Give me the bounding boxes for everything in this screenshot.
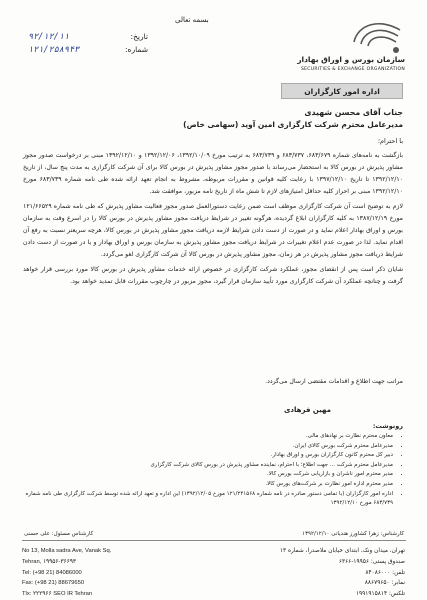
cc-label: رونوشت: [372, 422, 403, 430]
footer-en-line: Tel: (+98 21) 84086000 [22, 569, 82, 576]
cc-item: • اداره امور کارگزاران (با تمامی دستور صادره در نامه شماره ۱۲۱/۲۴۱۵۶۸ مورخ ۱۳۹۲/۱۲/۰۵) این اداره و تعهد ارائه شده توسط شرکت کارگزاری طی نامه شماره ۶۸۳/۷۳۹ مورخ ۱۳۹۲/۱۲/۱۰ [23, 490, 393, 509]
basmala: بسمه تعالی [175, 16, 209, 24]
footer-en-line: No 13, Molla sadra Ave, Vanak Sq. [22, 548, 112, 554]
body-paragraph-2: لازم به توضیح است آن شرکت کارگزاری موظف است ضمن رعایت دستورالعمل صدور مجوز فعالیت مشاور پذیرش که طی نامه شماره ۱۲۱/۶۶۵۲۹ مورخ ۱۳۸۷/۱۲/۱۹ به کلیه کارگزاران ابلاغ گردیده، هرگونه تغییر در شرایط دریافت مجوز مشاور پذیرش در بورس کالا را در اسرع وقت به سازمان بورس و اوراق بهادار اعلام نماید و در صورت از دست دادن شرایط لازمه دریافت مجوز مشاور پذیرش در بورس کالا، هرچه سریعتر نسبت به رفع آن اقدام نماید. لذا در صورت عدم اعلام تغییرات در شرایط دریافت مجوز مشاور پذیرش به سازمان بورس و اوراق بهادار و یا در صورت از دست دادن شرایط دریافت مجوز مشاور پذیرش در هر زمان، مجوز مشاور پذیرش در بورس کالا آن شرکت کارگزاری لغو می‌گردد. [23, 203, 403, 258]
greeting: با احترام؛ [377, 137, 403, 145]
footer-en-line: Tehran, ۱۹۹۵۶-۳۶۶۹۳ [22, 558, 77, 565]
department-box [281, 83, 403, 99]
department-label: اداره امور کارگزاران [304, 86, 380, 96]
cc-item: • مدیر محترم امور ناشران و بازاریابی شرکت بورس کالا. [23, 470, 393, 480]
footer-address-en [22, 546, 172, 600]
footer-fa-line: تلفن: ۸۴۰۸۶۰۰۰ [365, 569, 405, 576]
cc-item: • مدیرعامل محترم شرکت بورس کالای ایران. [23, 442, 393, 452]
number-value: ۱۲۱/۲۵۸۹۴۳ [28, 44, 80, 55]
footer-fa-line: تلکس: ۱۹۹۱۹۱۵۸۱۴ [355, 591, 405, 598]
body-paragraph-3: شایان ذکر است پس از انقضای مجوز، عملکرد شرکت کارگزاری در خصوص ارائه خدمات مشاور پذیرش در بورس کالا مورد بررسی قرار خواهد گرفت و چنانچه عملکرد آن شرکت کارگزاری مورد تأیید سازمان قرار گیرد، مجوز مزبور در چارچوب مقررات قابل تمدید خواهد بود. [23, 266, 403, 285]
cc-list [23, 432, 403, 509]
officers-row [24, 531, 404, 537]
recipient-title: مدیرعامل محترم شرکت کارگزاری امین آوید (سهامی خاص) [183, 120, 403, 129]
responsible-officer: کارشناس مسئول: علی حسنی [24, 531, 94, 537]
date-row [28, 30, 148, 43]
logo-name-en: SECURITIES & EXCHANGE ORGANIZATION [301, 67, 405, 72]
signer-name: مهین فرهادی [284, 406, 331, 414]
recipient-name: جناب آقای محسن شهیدی [304, 108, 403, 117]
closing-line: مراتب جهت اطلاع و اقدامات مقتضی ارسال می‌گردد. [265, 378, 403, 385]
footer-address-fa [215, 546, 405, 600]
cc-item: • مدیر محترم اداره امور نظارت بر شرکت‌های بورس کالا. [23, 480, 393, 490]
footer-en-line: Tlx: ۲۲۲۹۶۶ SEO IR Tehran [22, 591, 93, 598]
number-row [28, 43, 148, 56]
cc-item: • مدیرعامل محترم شرکت ... جهت اطلاع؛ با احترام، نماینده مشاور پذیرش در بورس کالای شرکت کارگزاری [23, 461, 393, 471]
date-label: تاریخ: [130, 32, 148, 41]
logo-name-fa: سازمان بورس و اوراق بهادار [297, 55, 405, 64]
letter-meta [28, 30, 148, 56]
expert-officer: کارشناس: زهرا کشاورز هندیانی ۱۳۹۲/۱۲/۱۰ [302, 531, 404, 537]
footer-fa-line: تهران، میدان ونک، ابتدای خیابان ملاصدرا، شماره ۱۳ [279, 548, 405, 554]
cc-item: • دبیر کل محترم کانون کارگزاران بورس و اوراق بهادار. [23, 451, 393, 461]
body-paragraph-1: بازگشت به نامه‌های شماره ۶۸۳/۶۷۹، ۶۸۳/۷۳۷ و ۶۸۳/۷۳۹ به ترتیب مورخ ۱۳۹۲/۱۰/۰۹، ۱۳۹۲/۱۲/۰۶ و ۱۳۹۲/۱۲/۱۰ مبنی بر درخواست صدور مجوز مشاور پذیرش در بورس کالا به استحضار می‌رساند با صدور مجوز مشاور پذیرش در بورس کالا برای آن شرکت کارگزاری به مدت پنج سال، از تاریخ ۱۳۹۲/۱۲/۱۰ تا تاریخ ۱۳۹۷/۱۲/۱۰ با رعایت کلیه قوانین و مقررات مربوطه، مشروط به انجام تعهد ارائه شده طی نامه شماره ۶۸۳/۷۳۹ مورخ ۱۳۹۲/۱۲/۱۰ مبنی بر احراز کلیه حداقل امتیازهای لازم تا شش ماه از تاریخ نامه مزبور، موافقت شد. [23, 152, 404, 195]
footer-en-line: Fax: (+98 21) 88679650 [22, 580, 85, 587]
date-value: ۹۲/۱۲/۱۱ [28, 31, 69, 42]
number-label: شماره: [125, 45, 148, 54]
footer-fa-line: نمابر: ۸۸۶۷۹۶۵۰ [364, 580, 405, 587]
footer-fa-line: صندوق پستی: ۱۹۹۵۶-۶۳۶۶ [338, 558, 405, 565]
letter-body [23, 150, 403, 291]
cc-item: • معاون محترم نظارت بر نهادهای مالی. [23, 432, 393, 442]
footer-divider [22, 540, 406, 541]
